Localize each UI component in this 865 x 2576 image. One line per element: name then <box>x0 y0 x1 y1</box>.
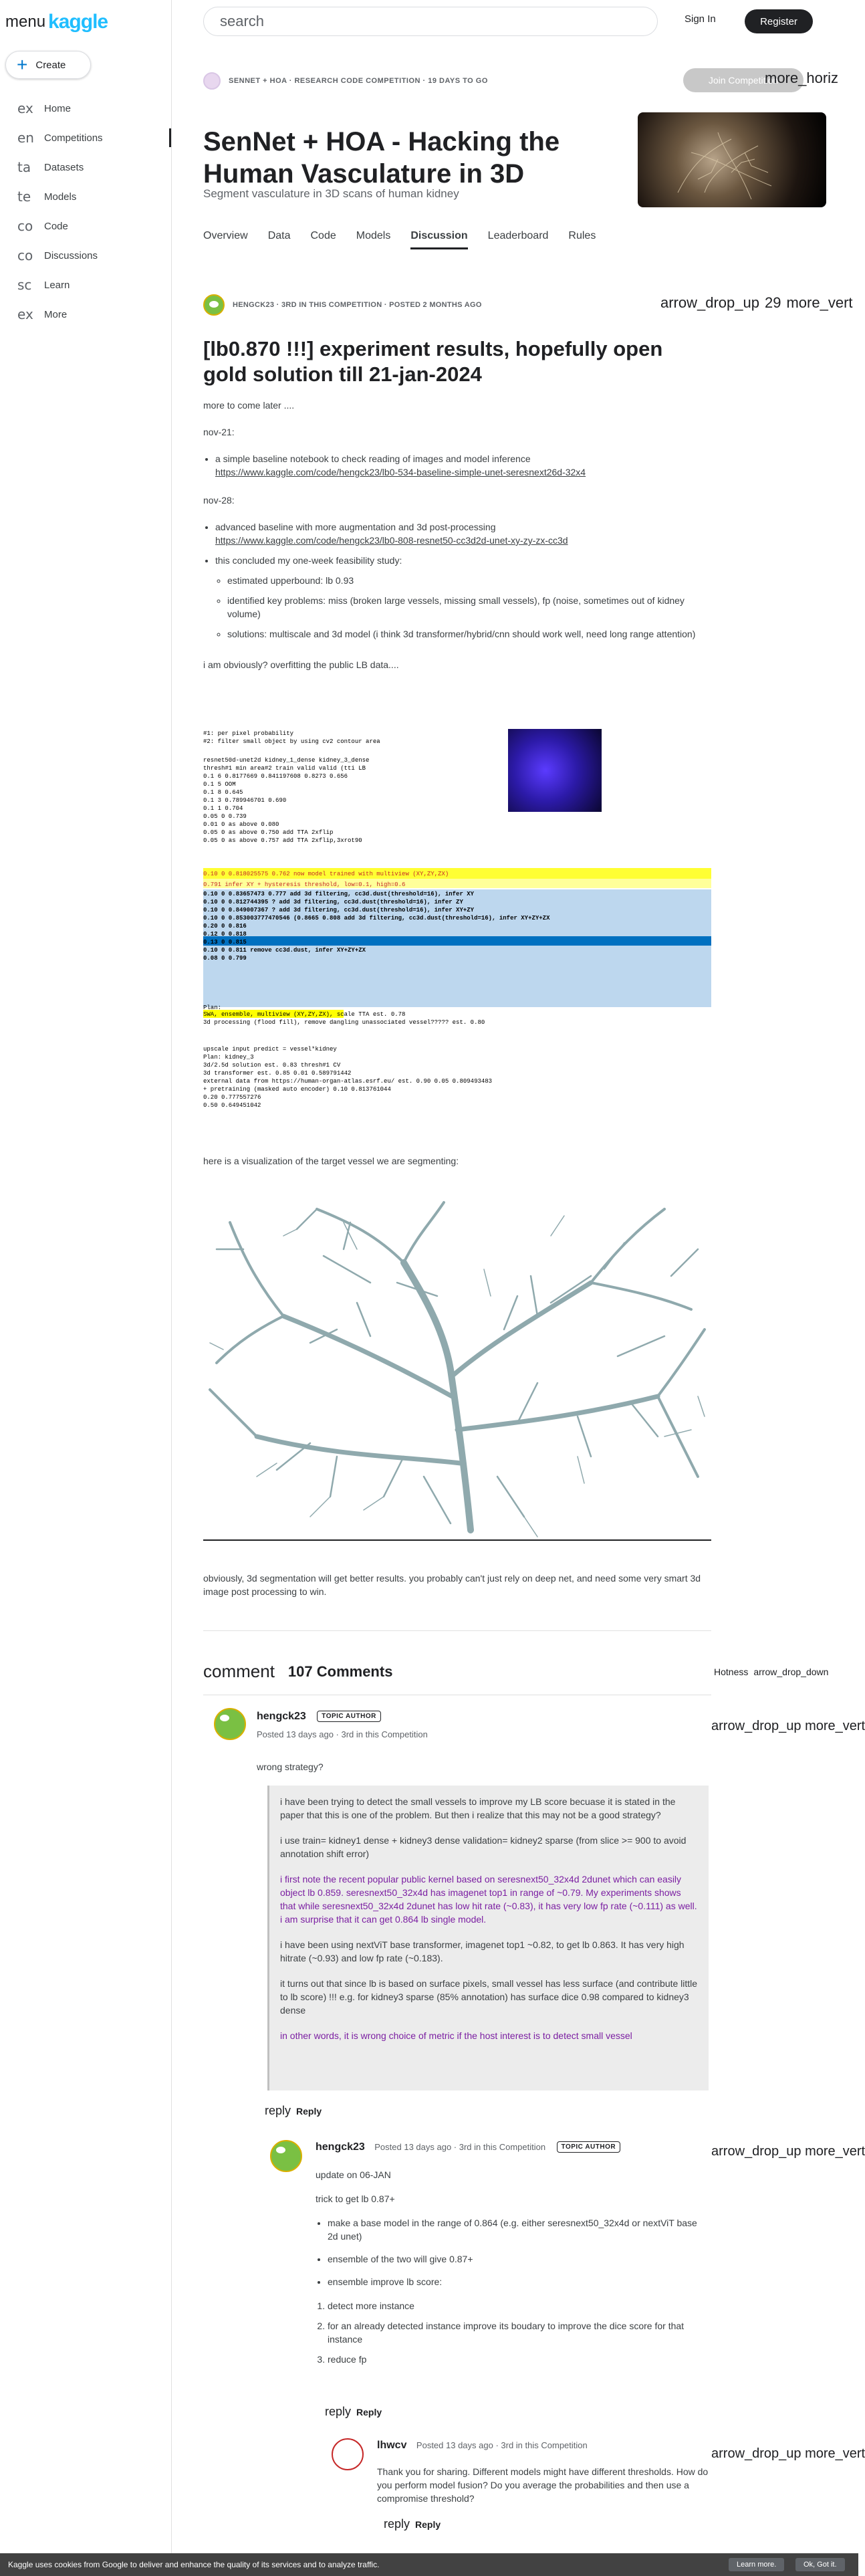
sheet-row: 0.1 8 0.645 <box>203 789 243 796</box>
sheet-row: upscale input predict = vessel*kidney <box>203 1046 337 1053</box>
create-button[interactable] <box>5 51 91 79</box>
improve-list <box>316 2299 710 2366</box>
reply-button[interactable] <box>384 2517 441 2531</box>
tab-rules[interactable]: Rules <box>568 230 596 241</box>
kaggle-logo[interactable]: kaggle <box>48 11 108 33</box>
overfit-text: i am obviously? overfitting the public LB data.... <box>203 659 399 670</box>
sheet-row: 0.20 0 0.816 <box>203 923 247 930</box>
list-item: ◦ solutions: multiscale and 3d model (i think 3d transformer/hybrid/cnn should work well, need long range attention) <box>227 627 711 641</box>
list-item: • make a base model in the range of 0.864 (e.g. either seresnext50_32x4d or nextViT base 2d unet) <box>328 2216 710 2243</box>
tab-leaderboard[interactable]: Leaderboard <box>487 230 549 241</box>
create-label: Create <box>35 59 66 71</box>
comment-meta: Posted 13 days ago · 3rd in this Competition <box>416 2440 588 2450</box>
update-text: update on 06-JAN <box>316 2169 391 2180</box>
cookie-banner <box>0 2553 858 2576</box>
comment-actions[interactable]: arrow_drop_up more_vert <box>711 1719 865 1733</box>
sheet-row: 0.05 0 as above 0.750 add TTA 2xflip <box>203 829 334 836</box>
list-item-text: this concluded my one-week feasibility study: <box>215 555 402 566</box>
sheet-row: 0.10 0 0.812744395 ? add 3d filtering, cc3d.dust(threshold=16), infer ZY <box>203 899 463 905</box>
list-item <box>215 554 711 641</box>
vasculature-thumbnail <box>638 112 826 207</box>
topic-author-badge: TOPIC AUTHOR <box>557 2141 621 2153</box>
comment-icon: comment <box>203 1661 275 1681</box>
competition-header-image <box>638 112 826 207</box>
sheet-row: 3d processing (flood fill), remove dangling unassociated vessel????? est. 0.80 <box>203 1019 485 1026</box>
sheet-row: 0.01 0 as above 0.080 <box>203 821 279 828</box>
competition-tabs <box>203 230 596 249</box>
reply-icon: reply <box>325 2405 352 2418</box>
reply-button[interactable] <box>265 2104 322 2118</box>
sidebar-item-label: Datasets <box>44 161 84 173</box>
school-icon: sc <box>17 277 32 293</box>
tab-overview[interactable]: Overview <box>203 230 248 241</box>
post-title: [lb0.870 !!!] experiment results, hopefully open gold solution till 21-jan-2024 <box>203 337 663 386</box>
sidebar-item-label: Competitions <box>44 132 103 144</box>
reply-icon: reply <box>384 2517 410 2531</box>
sheet-row: 0.1 6 0.8177669 0.841197608 0.8273 0.656 <box>203 773 348 780</box>
sheet-row: 0.50 0.649451042 <box>203 1102 261 1109</box>
code-icon: co <box>17 218 33 234</box>
table-icon: ta <box>17 159 31 175</box>
post-actions <box>660 294 853 312</box>
trick-text: trick to get lb 0.87+ <box>316 2193 395 2204</box>
avatar[interactable] <box>332 2438 364 2470</box>
menu-icon[interactable]: menu <box>5 13 46 31</box>
sheet-row: 0.1 3 0.789946701 0.690 <box>203 797 287 804</box>
sidebar-item-home[interactable] <box>0 94 171 123</box>
sidebar-item-competitions[interactable] <box>0 123 171 152</box>
reply-label: Reply <box>415 2518 441 2530</box>
sheet-row <box>203 970 711 979</box>
comment-header <box>377 2440 588 2452</box>
comment-meta: Posted 13 days ago · 3rd in this Competition <box>257 1729 428 1739</box>
sheet-row <box>203 745 711 754</box>
tab-code[interactable]: Code <box>310 230 336 241</box>
vessel-visualization-image <box>203 1196 711 1543</box>
join-competition-button[interactable]: Join Competition <box>683 68 804 92</box>
quote-paragraph: i first note the recent popular public kernel based on seresnext50_32x4d 2dunet which can easily object lb 0.859. seresnext50_32x4d has imagenet top1 in range of ~0.79. My experiments shows that while seresnext50_32x4d 2dunet has low hit rate (~0.83), it has very low fp rate (~0.111) as well. i am surprise that it can get 0.864 lb single model. <box>280 1874 697 1925</box>
sheet-row: 0.10 0 0.849007367 ? add 3d filtering, cc3d.dust(threshold=16), infer XY+ZY <box>203 907 475 914</box>
tab-discussion[interactable]: Discussion <box>410 230 467 249</box>
sheet-row: SWA, ensemble, multiview (XY,ZY,ZX), scale TTA est. 0.78 <box>203 1011 406 1018</box>
reply-label: Reply <box>296 2105 322 2117</box>
post-meta: HENGCK23 · 3RD IN THIS COMPETITION · POSTED 2 MONTHS AGO <box>233 301 482 309</box>
cookie-text: Kaggle uses cookies from Google to deliver and enhance the quality of its services and to analyze traffic. <box>8 2560 380 2569</box>
sheet-row: 3d transformer est. 0.85 0.01 0.589791442 <box>203 1070 352 1077</box>
sheet-row: 0.1 1 0.704 <box>203 805 243 812</box>
sheet-row: resnet50d-unet2d kidney_1_dense kidney_3_dense <box>203 757 370 764</box>
search-icon: search <box>220 13 265 29</box>
sidebar-nav <box>0 94 171 329</box>
sheet-row: 0.12 0 0.818 <box>203 931 247 938</box>
competition-title: SenNet + HOA - Hacking the Human Vasculature in 3D <box>203 127 560 189</box>
avatar[interactable] <box>203 294 225 316</box>
quote-paragraph: i have been trying to detect the small vessels to improve my LB score becuase it is stated in the paper that this is one of the problem. But then i realize that this may not be a good strategy? <box>280 1796 676 1820</box>
topic-author-badge: TOPIC AUTHOR <box>317 1711 381 1722</box>
list-item: 1. detect more instance <box>328 2299 710 2313</box>
quote-paragraph: i have been using nextViT base transformer, imagenet top1 ~0.82, to get lb 0.863. It has very high hitrate (~0.93) and low fp rate (~0.183). <box>280 1939 685 1963</box>
notebook-link[interactable]: https://www.kaggle.com/code/hengck23/lb0-808-resnet50-cc3d2d-unet-xy-zy-zx-cc3d <box>215 535 568 546</box>
sheet-row: 3d/2.5d solution est. 0.83 thresh#1 CV <box>203 1062 341 1069</box>
notebook-link[interactable]: https://www.kaggle.com/code/hengck23/lb0-534-baseline-simple-unet-seresnext26d-32x4 <box>215 467 586 477</box>
sheet-row: 0.10 0 0.811 remove cc3d.dust, infer XY+ZY+ZX <box>203 947 366 954</box>
reply-button[interactable] <box>325 2405 382 2419</box>
post-header <box>203 294 482 316</box>
quote-paragraph: in other words, it is wrong choice of metric if the host interest is to detect small vessel <box>280 2030 632 2041</box>
comment-icon: co <box>17 247 33 263</box>
avatar[interactable] <box>214 1708 246 1740</box>
comment-actions[interactable]: arrow_drop_up more_vert <box>711 2144 865 2159</box>
sidebar-item-label: Home <box>44 102 72 114</box>
sidebar-item-models[interactable] <box>0 182 171 211</box>
comment-body <box>316 2168 710 2366</box>
intro-text: more to come later .... <box>203 400 295 411</box>
comments-count: 107 Comments <box>287 1662 393 1680</box>
quote-paragraph: it turns out that since lb is based on surface pixels, small vessel has less surface (and contribute little to lb score) !!! e.g. for kidney3 sparse (85% annotation) has surface dice 0.98 compared to kidney3 dense <box>280 1978 698 2016</box>
comment-header <box>316 2141 620 2153</box>
reply-icon: reply <box>265 2104 291 2117</box>
competition-meta-text: SENNET + HOA · RESEARCH CODE COMPETITION · 19 DAYS TO GO <box>229 77 488 85</box>
nov28-list <box>203 520 711 641</box>
comment-quote <box>267 1786 709 2090</box>
sheet-row: Plan: <box>203 1004 222 1011</box>
sheet-row: 0.10 0 0.853003777470546 (0.8665 0.808 add 3d filtering, cc3d.dust(threshold=16), infer XY+ZY+ZX <box>203 915 550 922</box>
list-item: 3. reduce fp <box>328 2353 710 2366</box>
nov21-list <box>203 452 711 479</box>
register-button[interactable]: Register <box>745 9 813 33</box>
sheet-row: 0.1 5 OOM <box>203 781 236 788</box>
vessel-tree-graphic <box>203 1196 711 1543</box>
quote-paragraph: i use train= kidney1 dense + kidney3 dense validation= kidney2 sparse (from slice >= 900 to avoid annotation shift error) <box>280 1835 687 1859</box>
sidebar <box>0 0 172 2576</box>
list-item-text: advanced baseline with more augmentation and 3d post-processing <box>215 522 496 532</box>
upvote-icon[interactable]: arrow_drop_up <box>660 294 759 311</box>
results-spreadsheet <box>203 729 711 1109</box>
list-item: ◦ identified key problems: miss (broken large vessels, missing small vessels), fp (noise, sometimes out of kidney volume) <box>227 594 711 621</box>
comment-text: wrong strategy? <box>257 1761 324 1772</box>
list-item: ◦ estimated upperbound: lb 0.93 <box>227 574 711 587</box>
sidebar-item-more[interactable] <box>0 300 171 329</box>
sheet-row: 0.13 0 0.815 <box>203 939 247 946</box>
more-horiz-icon[interactable]: more_horiz <box>765 70 839 86</box>
sidebar-item-discussions[interactable] <box>0 241 171 270</box>
visualization-caption: here is a visualization of the target vessel we are segmenting: <box>203 1156 459 1166</box>
sidebar-item-label: Learn <box>44 279 70 291</box>
competition-subtitle: Segment vasculature in 3D scans of human kidney <box>203 187 459 200</box>
topbar <box>171 0 858 43</box>
sheet-row: 0.08 0 0.799 <box>203 955 247 962</box>
sort-label: Hotness <box>714 1667 749 1677</box>
ok-got-it-button[interactable]: Ok, Got it. <box>795 2558 845 2571</box>
sheet-row: Plan: kidney_3 <box>203 1054 254 1061</box>
sidebar-item-datasets[interactable] <box>0 152 171 182</box>
comment-text: Thank you for sharing. Different models might have different thresholds. How do you perform model fusion? Do you average the probabilities and then use a compromise threshold? <box>377 2466 709 2504</box>
nov28-label: nov-28: <box>203 495 235 506</box>
avatar[interactable] <box>270 2140 302 2172</box>
comment-author[interactable]: hengck23 <box>257 1711 306 1722</box>
list-item <box>215 452 711 479</box>
list-item <box>215 520 711 547</box>
comment-author[interactable]: hengck23 <box>316 2141 365 2153</box>
comment-meta: Posted 13 days ago · 3rd in this Competition <box>374 2142 546 2152</box>
comment-author[interactable]: lhwcv <box>377 2440 407 2451</box>
sheet-row: 0.20 0.777557276 <box>203 1094 261 1101</box>
arrow-drop-down-icon: arrow_drop_down <box>753 1667 829 1677</box>
sign-in-link[interactable]: Sign In <box>685 13 716 25</box>
sort-dropdown[interactable] <box>714 1667 828 1677</box>
list-item-text: a simple baseline notebook to check reading of images and model inference <box>215 453 531 464</box>
sheet-row: 0.05 0 0.739 <box>203 813 247 820</box>
conclusion-text: obviously, 3d segmentation will get better results. you probably can't just rely on deep net, and need some very smart 3d image post processing to win. <box>203 1573 701 1597</box>
sidebar-item-code[interactable] <box>0 211 171 241</box>
sidebar-item-label: Code <box>44 220 68 232</box>
list-item: • ensemble of the two will give 0.87+ <box>328 2252 710 2266</box>
tab-models[interactable]: Models <box>356 230 391 241</box>
sheet-row: thresh#1 min area#2 train valid valid (tti LB <box>203 765 366 772</box>
sheet-row: 0.05 0 as above 0.757 add TTA 2xflip,3xrot90 <box>203 837 362 844</box>
tab-data[interactable]: Data <box>267 230 291 241</box>
search-input[interactable] <box>203 7 658 36</box>
sheet-row: #1: per pixel probability <box>203 730 294 737</box>
learn-more-button[interactable]: Learn more. <box>729 2558 784 2571</box>
sidebar-item-learn[interactable] <box>0 270 171 300</box>
comment-actions[interactable]: arrow_drop_up more_vert <box>711 2446 865 2461</box>
sheet-row: external data from https://human-organ-atlas.esrf.eu/ est. 0.90 0.05 0.809493483 <box>203 1078 493 1085</box>
competition-avatar <box>203 72 221 90</box>
sidebar-item-label: More <box>44 308 68 320</box>
sheet-row: 0.10 0 0.818025575 0.762 now model trained with multiview (XY,ZY,ZX) <box>203 871 449 877</box>
post-body <box>203 399 711 671</box>
list-item: • ensemble improve lb score: <box>328 2275 710 2288</box>
sheet-row: 0.791 infer XY + hysteresis threshold, low=0.1, high=0.6 <box>203 881 406 888</box>
sidebar-item-label: Discussions <box>44 249 98 261</box>
reply-label: Reply <box>356 2406 382 2418</box>
list-item: 2. for an already detected instance improve its boudary to improve the dice score for that instance <box>328 2319 710 2346</box>
brand <box>5 11 108 33</box>
nov21-label: nov-21: <box>203 427 235 437</box>
trophy-icon: en <box>17 130 34 146</box>
competition-meta <box>203 72 488 90</box>
comment-header <box>257 1711 381 1723</box>
more-vert-icon[interactable]: more_vert <box>786 294 853 311</box>
vote-count: 29 <box>764 294 781 311</box>
plus-icon: + <box>17 54 28 75</box>
sheet-row: #2: filter small object by using cv2 contour area <box>203 738 380 745</box>
home-icon: ex <box>17 100 33 116</box>
trick-list <box>316 2216 710 2288</box>
sheet-row: 0.10 0 0.83657473 0.777 add 3d filtering, cc3d.dust(threshold=16), infer XY <box>203 891 475 897</box>
study-list <box>215 574 711 641</box>
models-icon: te <box>17 189 31 205</box>
divider <box>203 1630 711 1631</box>
sheet-row: + pretraining (masked auto encoder) 0.10 0.813761044 <box>203 1086 391 1093</box>
sidebar-item-label: Models <box>44 191 77 203</box>
expand-more-icon: ex <box>17 306 33 322</box>
